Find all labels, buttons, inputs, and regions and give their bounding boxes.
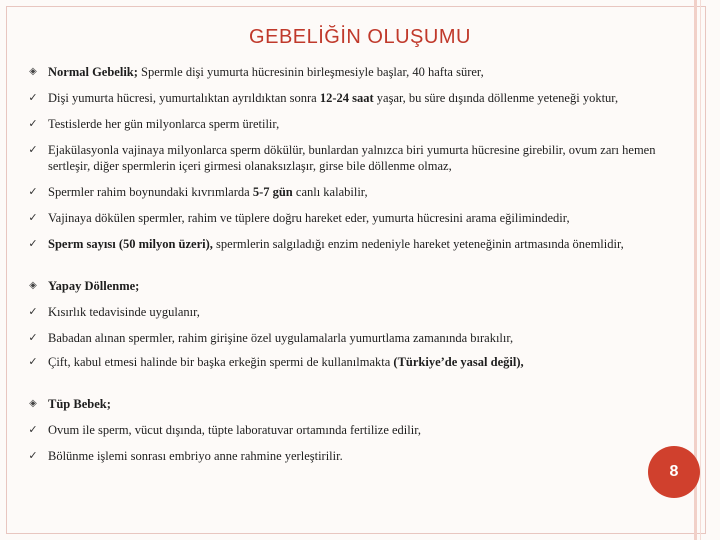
list-item bbox=[24, 448, 664, 464]
page-number-badge: 8 bbox=[648, 446, 700, 498]
check-bullet-icon: ✓ bbox=[28, 305, 38, 318]
list-item bbox=[24, 330, 664, 346]
section-heading: Tüp Bebek; bbox=[48, 397, 111, 411]
item-text: Vajinaya dökülen spermler, rahim ve tüplere doğru hareket eder, yumurta hücresini arama eğilimindedir, bbox=[48, 211, 570, 225]
item-text: Spermler rahim boynundaki kıvrımlarda bbox=[48, 185, 253, 199]
list-item bbox=[24, 236, 664, 252]
list-item bbox=[24, 422, 664, 438]
item-text: canlı kalabilir, bbox=[292, 185, 368, 199]
list-item bbox=[24, 116, 664, 132]
check-bullet-icon: ✓ bbox=[28, 423, 38, 436]
item-text: Spermle dişi yumurta hücresinin birleşmesiyle başlar, 40 hafta sürer, bbox=[137, 65, 484, 79]
check-bullet-icon: ✓ bbox=[28, 211, 38, 224]
list-item bbox=[24, 142, 664, 174]
check-bullet-icon: ✓ bbox=[28, 331, 38, 344]
list-item bbox=[24, 278, 664, 294]
check-bullet-icon: ✓ bbox=[28, 117, 38, 130]
section-heading: Yapay Döllenme; bbox=[48, 279, 140, 293]
item-text: Ejakülasyonla vajinaya milyonlarca sperm dökülür, bunlardan yalnızca biri yumurta hücresine girebilir, ovum zarı hemen sertleşir, diğer spermlerin içeri girmesi olanaksızlaşır, girse bile döllenme olmaz, bbox=[48, 143, 656, 173]
list-item bbox=[24, 396, 664, 412]
item-text: Babadan alınan spermler, rahim girişine özel uygulamalarla yumurtlama zamanında bırakılır, bbox=[48, 331, 514, 345]
slide-title: GEBELİĞİN OLUŞUMU bbox=[249, 26, 471, 48]
item-text: Testislerde her gün milyonlarca sperm üretilir, bbox=[48, 117, 280, 131]
check-bullet-icon: ✓ bbox=[28, 91, 38, 104]
check-bullet-icon: ✓ bbox=[28, 355, 38, 368]
item-text: Ovum ile sperm, vücut dışında, tüpte laboratuvar ortamında fertilize edilir, bbox=[48, 423, 421, 437]
list-item bbox=[24, 304, 664, 320]
item-emphasis: 5-7 gün bbox=[252, 185, 293, 199]
item-text: Kısırlık tedavisinde uygulanır, bbox=[48, 305, 200, 319]
check-bullet-icon: ✓ bbox=[28, 185, 38, 198]
item-emphasis: (Türkiye’de yasal değil), bbox=[393, 355, 524, 369]
item-emphasis: Sperm sayısı (50 milyon üzeri), bbox=[48, 237, 213, 251]
check-bullet-icon: ✓ bbox=[28, 449, 38, 462]
list-item bbox=[24, 354, 664, 370]
diamond-bullet-icon: ◈ bbox=[29, 398, 37, 409]
decorative-border-line-thin bbox=[700, 0, 701, 540]
check-bullet-icon: ✓ bbox=[28, 237, 38, 250]
list-item bbox=[24, 210, 664, 226]
item-emphasis: 12-24 saat bbox=[319, 91, 374, 105]
item-text: spermlerin salgıladığı enzim nedeniyle hareket yeteneğinin artmasında önemlidir, bbox=[212, 237, 624, 251]
item-text: Dişi yumurta hücresi, yumurtalıktan ayrıldıktan sonra bbox=[48, 91, 320, 105]
diamond-bullet-icon: ◈ bbox=[29, 280, 37, 291]
list-item bbox=[24, 184, 664, 200]
item-text: Bölünme işlemi sonrası embriyo anne rahmine yerleştirilir. bbox=[48, 449, 343, 463]
list-item bbox=[24, 90, 664, 106]
diamond-bullet-icon: ◈ bbox=[29, 66, 37, 77]
check-bullet-icon: ✓ bbox=[28, 143, 38, 156]
item-text: yaşar, bu süre dışında döllenme yeteneği yoktur, bbox=[373, 91, 619, 105]
list-item bbox=[24, 64, 664, 80]
section-heading: Normal Gebelik; bbox=[48, 65, 138, 79]
bullet-list bbox=[24, 62, 664, 464]
item-text: Çift, kabul etmesi halinde bir başka erkeğin spermi de kullanılmakta bbox=[48, 355, 394, 369]
